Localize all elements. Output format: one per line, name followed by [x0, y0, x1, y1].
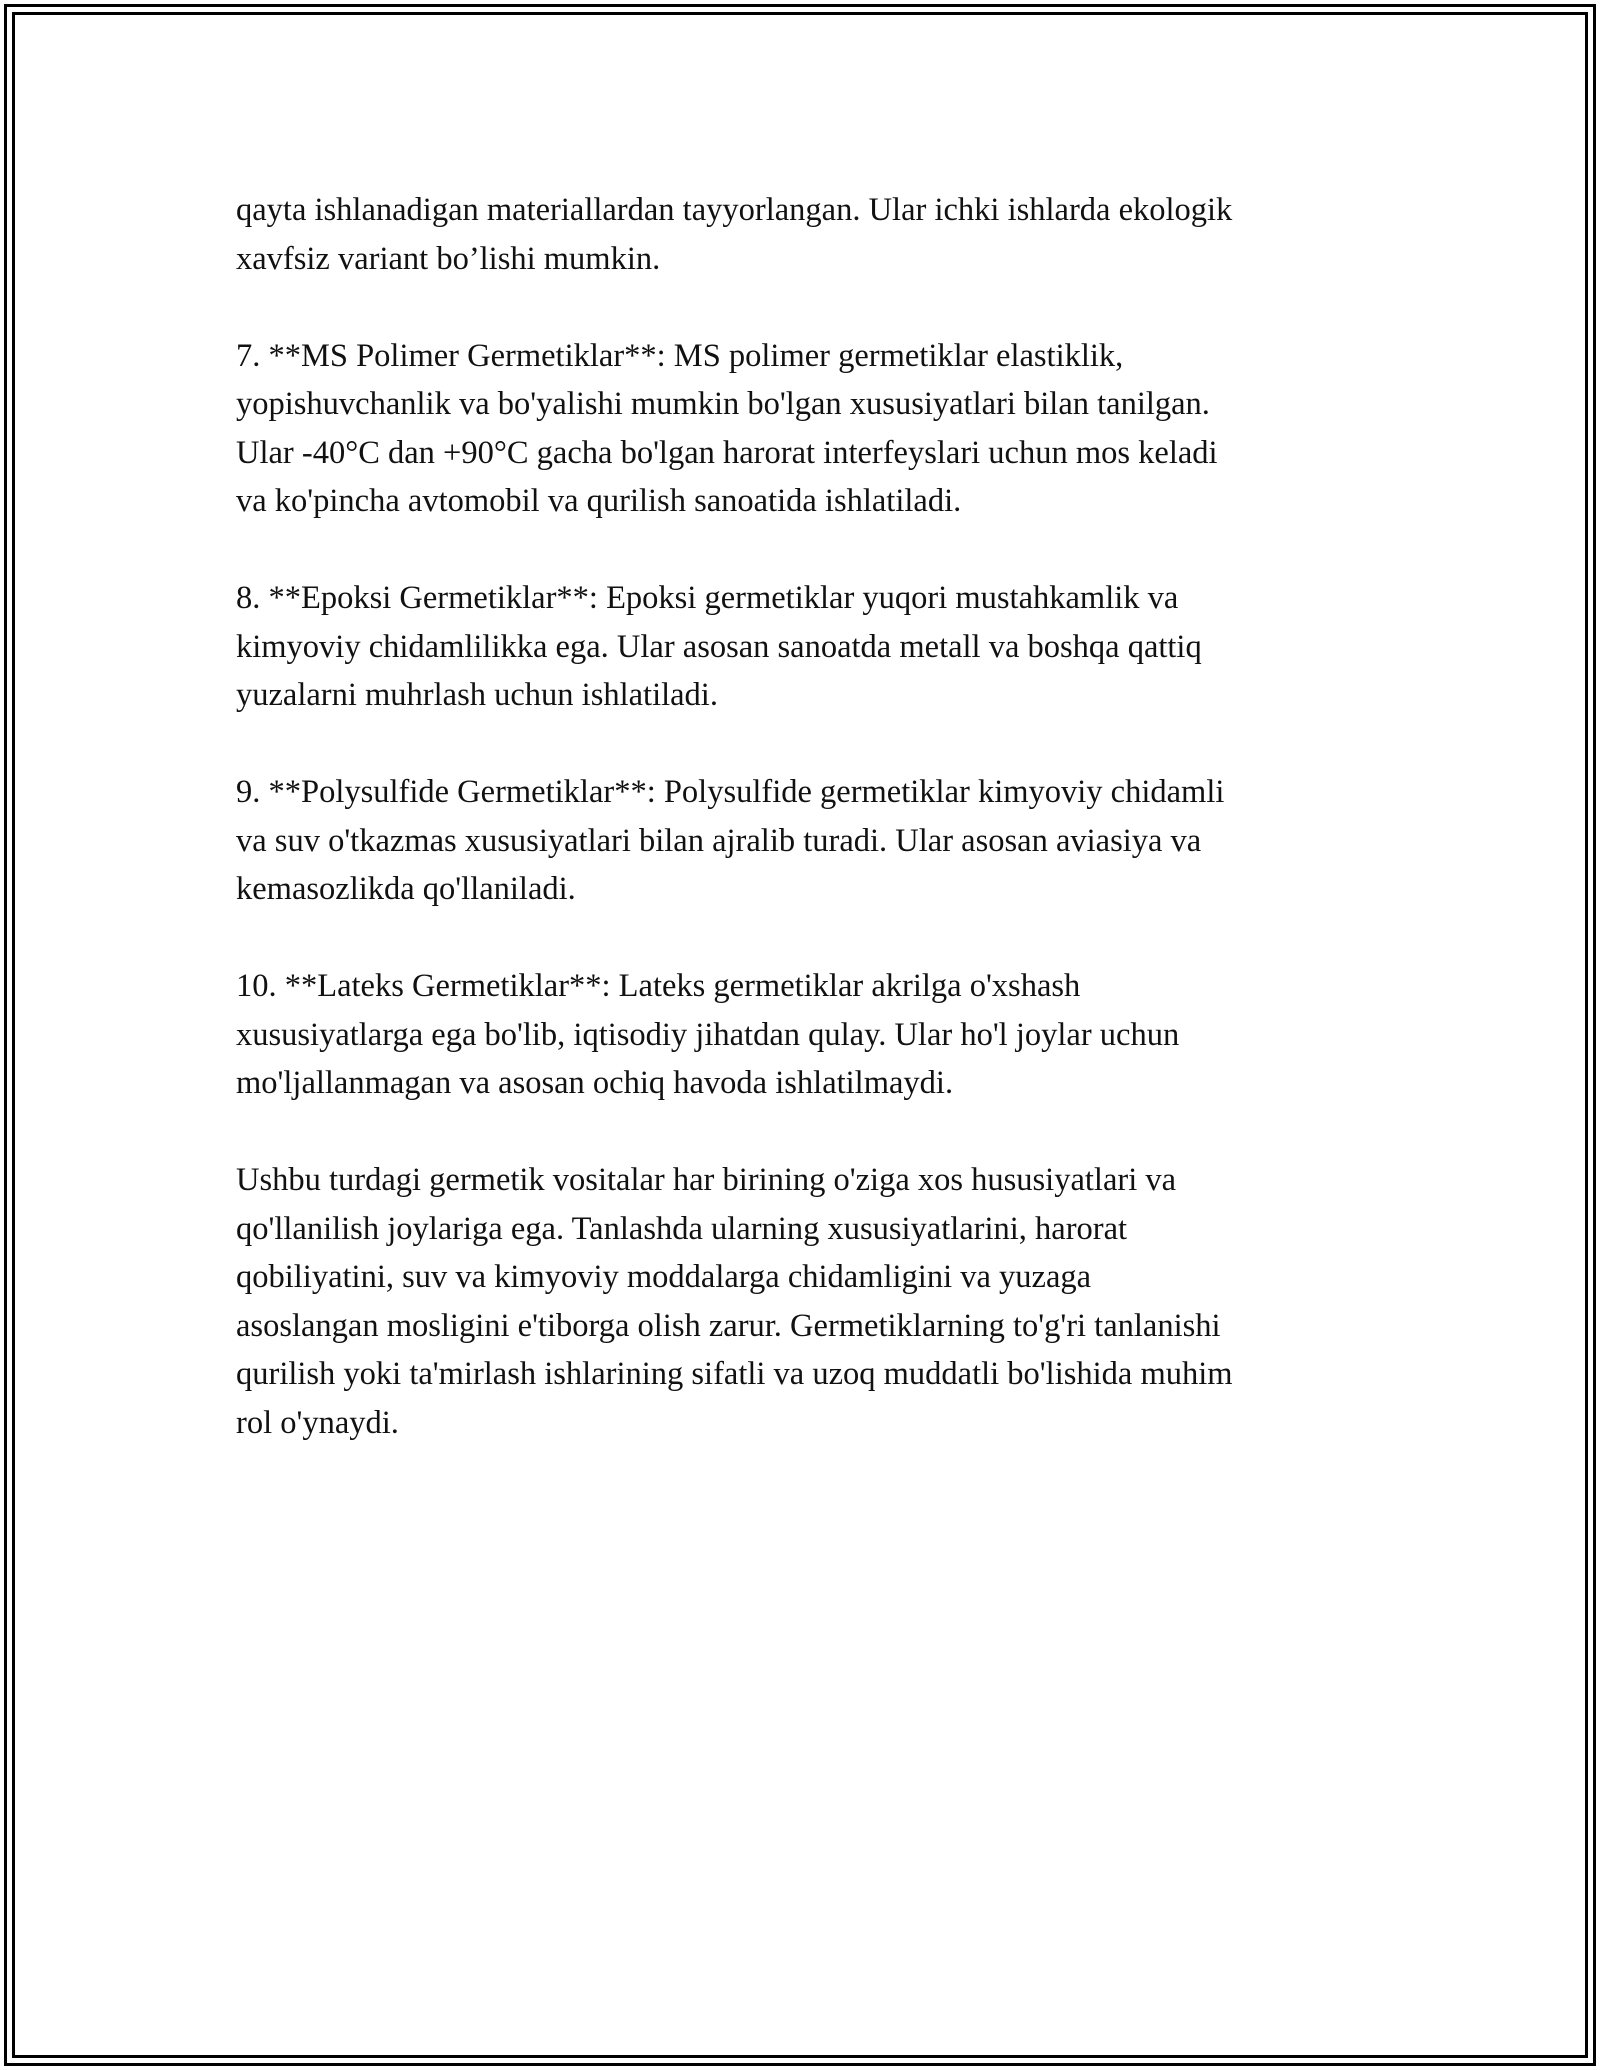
paragraph-latex-sealants: 10. **Lateks Germetiklar**: Lateks germetiklar akrilga o'xshash xususiyatlarga ega bo'lib, iqtisodiy jihatdan qulay. Ular ho'l joylar uchun mo'ljallanmagan va asosan ochiq havoda ishlatilmaydi.: [236, 968, 1180, 1101]
paragraph-polysulfide-sealants: 9. **Polysulfide Germetiklar**: Polysulfide germetiklar kimyoviy chidamli va suv o'tkazmas xususiyatlari bilan ajralib turadi. Ular asosan aviasiya va kemasozlikda qo'llaniladi.: [236, 774, 1225, 907]
paragraph-epoxy-sealants: 8. **Epoksi Germetiklar**: Epoksi germetiklar yuqori mustahkamlik va kimyoviy chidamlilikka ega. Ular asosan sanoatda metall va boshqa qattiq yuzalarni muhrlash uchun ishlatiladi.: [236, 580, 1202, 713]
document-body: [236, 186, 1386, 1496]
paragraph-conclusion: Ushbu turdagi germetik vositalar har birining o'ziga xos hususiyatlari va qo'llanilish joylariga ega. Tanlashda ularning xususiyatlarini, harorat qobiliyatini, suv va kimyoviy moddalarga chidamligini va yuzaga asoslangan mosligini e'tiborga olish zarur. Germetiklarning to'g'ri tanlanishi qurilish yoki ta'mirlash ishlarining sifatli va uzoq muddatli bo'lishida muhim rol o'ynaydi.: [236, 1162, 1233, 1441]
paragraph-intro-continuation: qayta ishlanadigan materiallardan tayyorlangan. Ular ichki ishlarda ekologik xavfsiz variant bo’lishi mumkin.: [236, 192, 1233, 277]
paragraph-ms-polymer-sealants: 7. **MS Polimer Germetiklar**: MS polimer germetiklar elastiklik, yopishuvchanlik va bo'yalishi mumkin bo'lgan xususiyatlari bilan tanilgan. Ular -40°C dan +90°C gacha bo'lgan harorat interfeyslari uchun mos keladi va ko'pincha avtomobil va qurilish sanoatida ishlatiladi.: [236, 337, 1218, 519]
